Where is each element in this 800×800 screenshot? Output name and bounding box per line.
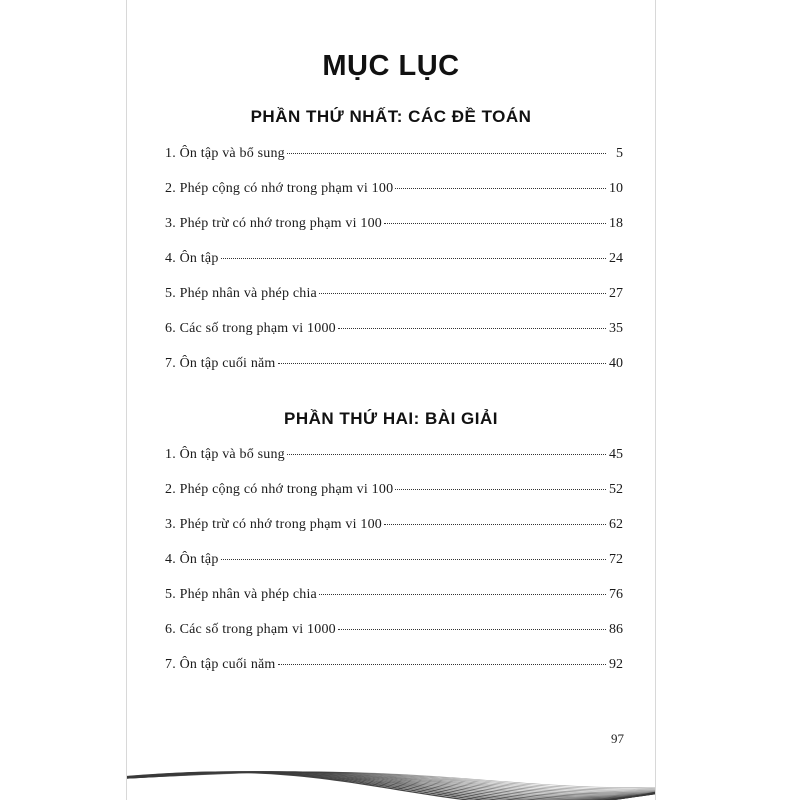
toc-entry-label: 3. Phép trừ có nhớ trong phạm vi 100 — [165, 216, 383, 231]
toc-entry-page: 76 — [609, 587, 623, 602]
page-title: MỤC LỤC — [322, 50, 460, 82]
toc-entry — [165, 251, 623, 286]
dot-leader — [384, 223, 606, 224]
toc-entry-label: 4. Ôn tập — [165, 251, 219, 266]
dot-leader — [278, 363, 606, 364]
dot-leader — [338, 328, 606, 329]
toc-list-part-2 — [165, 447, 623, 692]
toc-entry-page: 24 — [609, 251, 623, 266]
toc-entry — [165, 216, 623, 251]
book-page — [126, 0, 656, 800]
toc-entry-label: 2. Phép cộng có nhớ trong phạm vi 100 — [165, 482, 394, 497]
toc-entry — [165, 622, 623, 657]
toc-entry — [165, 356, 623, 391]
toc-entry — [165, 657, 623, 692]
toc-entry — [165, 286, 623, 321]
toc-entry — [165, 447, 623, 482]
dot-leader — [287, 153, 606, 154]
toc-entry-page: 52 — [609, 482, 623, 497]
toc-entry-label: 4. Ôn tập — [165, 552, 219, 567]
toc-entry-label: 6. Các số trong phạm vi 1000 — [165, 622, 336, 637]
toc-entry — [165, 321, 623, 356]
dot-leader — [338, 629, 606, 630]
toc-entry-label: 3. Phép trừ có nhớ trong phạm vi 100 — [165, 517, 383, 532]
toc-entry-label: 2. Phép cộng có nhớ trong phạm vi 100 — [165, 181, 394, 196]
toc-entry-label: 6. Các số trong phạm vi 1000 — [165, 321, 336, 336]
toc-entry-page: 40 — [609, 356, 623, 371]
toc-entry-label: 1. Ôn tập và bổ sung — [165, 447, 285, 462]
dot-leader — [221, 258, 606, 259]
toc-entry — [165, 146, 623, 181]
toc-entry-page: 18 — [609, 216, 623, 231]
toc-entry-page: 92 — [609, 657, 623, 672]
toc-entry-page: 62 — [609, 517, 623, 532]
toc-list-part-1 — [165, 146, 623, 391]
toc-entry — [165, 482, 623, 517]
toc-entry-page: 27 — [609, 286, 623, 301]
toc-entry-label: 7. Ôn tập cuối năm — [165, 356, 276, 371]
section-title-part-1: PHẦN THỨ NHẤT: CÁC ĐỀ TOÁN — [250, 107, 532, 126]
toc-entry — [165, 552, 623, 587]
toc-entry-page: 86 — [609, 622, 623, 637]
page-number: 97 — [611, 731, 624, 746]
dot-leader — [287, 454, 606, 455]
section-title-part-2: PHẦN THỨ HAI: BÀI GIẢI — [284, 409, 498, 428]
dot-leader — [395, 188, 606, 189]
toc-entry-page: 10 — [609, 181, 623, 196]
toc-entry-label: 1. Ôn tập và bổ sung — [165, 146, 285, 161]
wave-decoration — [127, 700, 655, 800]
dot-leader — [278, 664, 606, 665]
toc-entry — [165, 517, 623, 552]
dot-leader — [319, 594, 606, 595]
toc-entry-page: 35 — [609, 321, 623, 336]
toc-entry-page: 5 — [616, 146, 623, 161]
toc-entry-label: 5. Phép nhân và phép chia — [165, 587, 317, 602]
dot-leader — [395, 489, 606, 490]
dot-leader — [221, 559, 606, 560]
toc-entry-page: 72 — [609, 552, 623, 567]
toc-entry — [165, 587, 623, 622]
dot-leader — [384, 524, 606, 525]
toc-entry-label: 5. Phép nhân và phép chia — [165, 286, 317, 301]
toc-entry-label: 7. Ôn tập cuối năm — [165, 657, 276, 672]
toc-entry — [165, 181, 623, 216]
dot-leader — [319, 293, 606, 294]
toc-entry-page: 45 — [609, 447, 623, 462]
